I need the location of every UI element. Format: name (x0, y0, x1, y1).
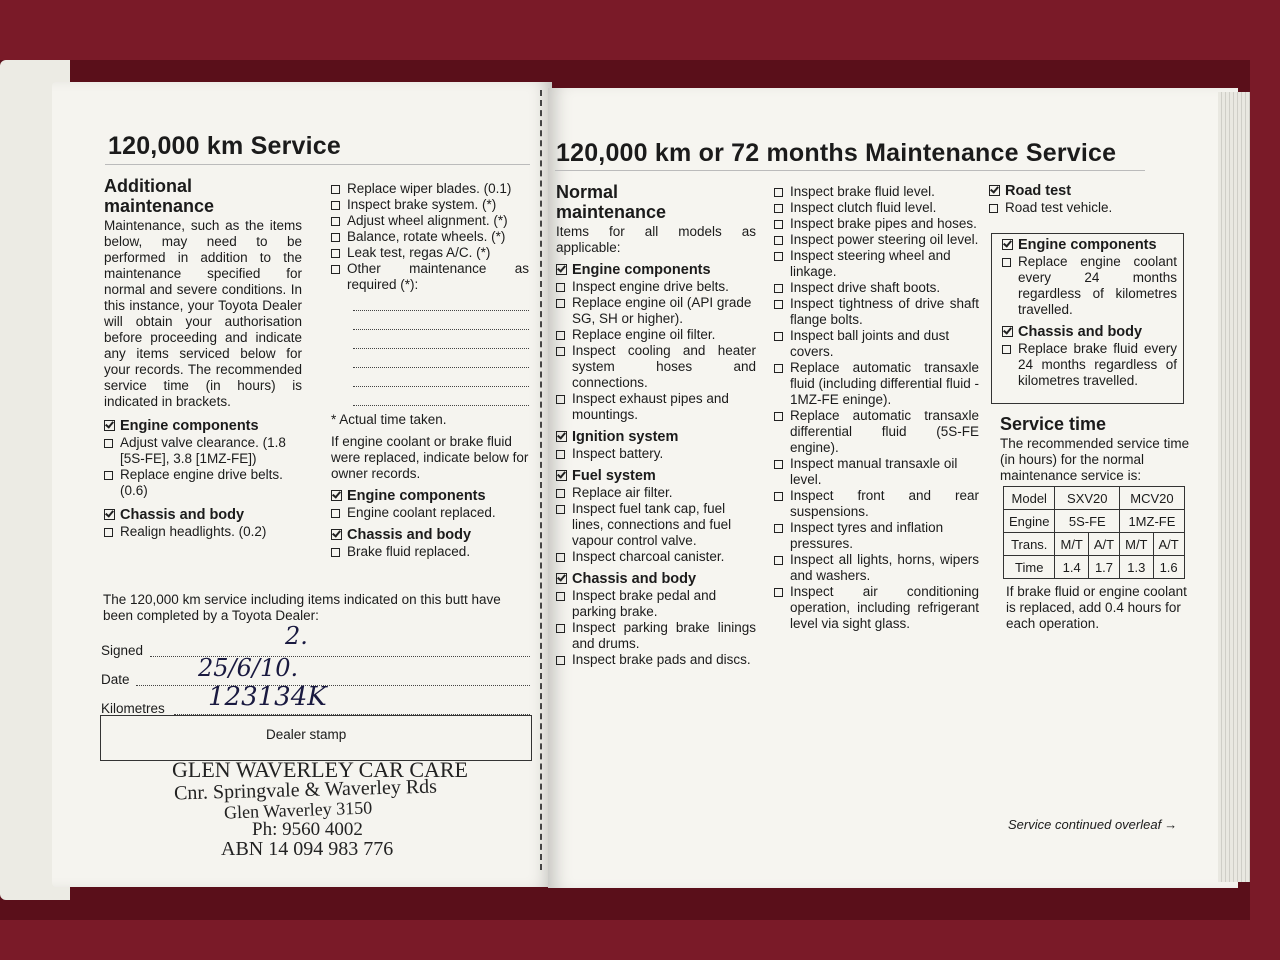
checked-box-icon (556, 573, 567, 584)
list-item: Inspect brake pedal and parking brake. (556, 588, 756, 620)
normal-text: Items for all models as applicable: (556, 224, 756, 255)
list-item: Adjust wheel alignment. (*) (331, 213, 529, 229)
checked-box-icon (556, 431, 567, 442)
blank-line (353, 334, 529, 349)
checkbox-icon (774, 252, 783, 261)
list-item: Inspect tyres and inflation pressures. (774, 520, 979, 552)
table-cell: 1MZ-FE (1120, 510, 1185, 533)
date-value: 25/6/10. (198, 654, 299, 682)
checked-box-icon (331, 490, 342, 501)
checkbox-icon (774, 460, 783, 469)
page-edges (1218, 92, 1250, 882)
list-item: Inspect brake system. (*) (331, 197, 529, 213)
table-cell: Engine (1004, 510, 1055, 533)
list-item: Adjust valve clearance. (1.8 [5S-FE], 3.8 [1MZ-FE]) (104, 435, 302, 467)
road-test-heading: Road test (989, 183, 1179, 200)
checkbox-icon (331, 201, 340, 210)
checkbox-icon (556, 450, 565, 459)
list-item: Replace automatic transaxle differential fluid (5S-FE engine). (774, 408, 979, 456)
checkbox-icon (556, 489, 565, 498)
checkbox-icon (556, 283, 565, 292)
list-item: Inspect drive shaft boots. (774, 280, 979, 296)
checkbox-icon (774, 236, 783, 245)
list-item: Road test vehicle. (989, 200, 1179, 216)
checkbox-icon (556, 347, 565, 356)
checked-box-icon (989, 185, 1000, 196)
blank-line (353, 353, 529, 368)
list-item: Other maintenance as required (*): (331, 261, 529, 293)
stamp-line: GLEN WAVERLEY CAR CARE (172, 757, 468, 782)
checked-box-icon (104, 420, 115, 431)
checked-box-icon (104, 509, 115, 520)
list-item: Replace engine coolant every 24 months regardless of kilometres travelled. (1002, 254, 1177, 318)
list-item: Balance, rotate wheels. (*) (331, 229, 529, 245)
additional-section (104, 176, 302, 540)
table-cell: 1.3 (1120, 556, 1153, 579)
checkbox-icon (989, 204, 998, 213)
stamp-line: Ph: 9560 4002 (252, 819, 363, 840)
left-title: 120,000 km Service (108, 132, 341, 160)
checkbox-icon (774, 492, 783, 501)
checkbox-icon (774, 524, 783, 533)
additional-list (331, 181, 529, 560)
list-item: Inspect brake pipes and hoses. (774, 216, 979, 232)
actual-time-note: * Actual time taken. (331, 412, 447, 427)
table-cell: Trans. (1004, 533, 1055, 556)
list-item: Inspect fuel tank cap, fuel lines, connections and fuel vapour control valve. (556, 501, 756, 549)
checkbox-icon (556, 505, 565, 514)
checkbox-icon (774, 204, 783, 213)
list-item: Replace wiper blades. (0.1) (331, 181, 529, 197)
stamp-line: Glen Waverley 3150 (223, 797, 373, 823)
road-test-section (989, 183, 1179, 216)
list-item: Replace engine oil filter. (556, 327, 756, 343)
section-heading: Engine components (556, 262, 756, 279)
list-item: Inspect exhaust pipes and mountings. (556, 391, 756, 423)
table-row (1004, 510, 1185, 533)
list-item: Inspect all lights, horns, wipers and washers. (774, 552, 979, 584)
checked-box-icon (1002, 239, 1013, 250)
list-item: Inspect front and rear suspensions. (774, 488, 979, 520)
table-cell: Model (1004, 487, 1055, 510)
checkbox-icon (774, 556, 783, 565)
table-cell: 1.7 (1088, 556, 1119, 579)
section-heading: Fuel system (556, 468, 756, 485)
list-item: Replace automatic transaxle fluid (including differential fluid - 1MZ-FE eninge). (774, 360, 979, 408)
checkbox-icon (774, 364, 783, 373)
section-heading: Chassis and body (556, 571, 756, 588)
list-item: Engine coolant replaced. (331, 505, 529, 521)
completion-text: The 120,000 km service including items indicated on this butt have been completed by a Toyota Dealer: (103, 592, 501, 623)
table-cell: A/T (1153, 533, 1184, 556)
checkbox-icon (774, 300, 783, 309)
checkbox-icon (1002, 345, 1011, 354)
checkbox-icon (104, 528, 113, 537)
list-item: Replace engine drive belts. (0.6) (104, 467, 302, 499)
checkbox-icon (774, 588, 783, 597)
checkbox-icon (774, 284, 783, 293)
km-label: Kilometres (101, 701, 165, 716)
arrow-right-icon: → (1164, 817, 1178, 832)
date-label: Date (101, 672, 130, 687)
table-cell: A/T (1088, 533, 1119, 556)
list-item: Inspect manual transaxle oil level. (774, 456, 979, 488)
signed-label: Signed (101, 643, 144, 658)
checkbox-icon (556, 624, 565, 633)
list-item: Inspect parking brake linings and drums. (556, 620, 756, 652)
footnote: If brake fluid or engine coolant is replaced, add 0.4 hours for each operation. (1006, 584, 1187, 631)
list-item: Replace engine oil (API grade SG, SH or higher). (556, 295, 756, 327)
checkbox-icon (556, 331, 565, 340)
list-item: Inspect steering wheel and linkage. (774, 248, 979, 280)
table-cell: MCV20 (1120, 487, 1185, 510)
continued-note: Service continued overleaf → (1008, 817, 1178, 832)
checkbox-icon (1002, 258, 1011, 267)
table-cell: 5S-FE (1055, 510, 1120, 533)
box-engine-heading: Engine components (1002, 237, 1177, 254)
checkbox-icon (556, 395, 565, 404)
table-cell: SXV20 (1055, 487, 1120, 510)
list-item: Inspect engine drive belts. (556, 279, 756, 295)
list-item: Inspect tightness of drive shaft flange bolts. (774, 296, 979, 328)
checkbox-icon (556, 592, 565, 601)
checkbox-icon (556, 656, 565, 665)
title-rule (105, 164, 530, 165)
service-time-section (1000, 414, 1200, 484)
checkbox-icon (774, 332, 783, 341)
title-rule (555, 170, 1145, 171)
checkbox-icon (774, 412, 783, 421)
checkbox-icon (556, 553, 565, 562)
service-time-text: The recommended service time (in hours) for the normal maintenance service is: (1000, 436, 1190, 483)
normal-column (556, 182, 756, 668)
perforation-line (540, 90, 542, 870)
list-item: Inspect brake fluid level. (774, 184, 979, 200)
engine-components-heading: Engine components (331, 488, 529, 505)
signature: 2. (285, 622, 308, 650)
table-cell: M/T (1120, 533, 1153, 556)
list-item: Replace air filter. (556, 485, 756, 501)
additional-heading: Additional maintenance (104, 176, 215, 216)
date-line (136, 685, 530, 686)
chassis-heading: Chassis and body (104, 507, 302, 524)
list-item: Inspect brake pads and discs. (556, 652, 756, 668)
normal-column-2 (774, 184, 979, 632)
checked-box-icon (331, 529, 342, 540)
table-cell: 1.6 (1153, 556, 1184, 579)
list-item: Inspect clutch fluid level. (774, 200, 979, 216)
list-item: Inspect ball joints and dust covers. (774, 328, 979, 360)
checkbox-icon (331, 185, 340, 194)
table-cell: M/T (1055, 533, 1088, 556)
table-row (1004, 556, 1185, 579)
list-item: Realign headlights. (0.2) (104, 524, 302, 540)
list-item: Inspect battery. (556, 446, 756, 462)
service-time-table (1003, 486, 1185, 579)
list-item: Inspect cooling and heater system hoses and connections. (556, 343, 756, 391)
blank-line (353, 315, 529, 330)
list-item: Replace brake fluid every 24 months regardless of kilometres travelled. (1002, 341, 1177, 389)
blank-line (353, 296, 529, 311)
checkbox-icon (774, 220, 783, 229)
right-title: 120,000 km or 72 months Maintenance Service (556, 139, 1117, 167)
checkbox-icon (104, 439, 113, 448)
table-cell: 1.4 (1055, 556, 1088, 579)
table-row (1004, 533, 1185, 556)
checkbox-icon (556, 299, 565, 308)
checkbox-icon (104, 471, 113, 480)
normal-heading: Normal maintenance (556, 182, 667, 222)
checkbox-icon (331, 265, 340, 274)
box-chassis-heading: Chassis and body (1002, 324, 1177, 341)
stamp-line: ABN 14 094 983 776 (221, 838, 394, 860)
table-cell: Time (1004, 556, 1055, 579)
service-time-heading: Service time (1000, 414, 1107, 434)
checked-box-icon (556, 264, 567, 275)
stamp-line: Cnr. Springvale & Waverley Rds (173, 775, 438, 805)
checkbox-icon (331, 509, 340, 518)
list-item: Inspect air conditioning operation, including refrigerant level via sight glass. (774, 584, 979, 632)
table-row (1004, 487, 1185, 510)
checked-box-icon (556, 470, 567, 481)
coolant-note: If engine coolant or brake fluid were replaced, indicate below for owner records. (331, 434, 529, 481)
km-value: 123134K (208, 682, 327, 712)
blank-line (353, 372, 529, 387)
section-heading: Ignition system (556, 429, 756, 446)
stamp-label: Dealer stamp (266, 727, 347, 742)
checkbox-icon (331, 249, 340, 258)
engine-components-heading: Engine components (104, 418, 302, 435)
list-item: Inspect charcoal canister. (556, 549, 756, 565)
list-item: Inspect power steering oil level. (774, 232, 979, 248)
checkbox-icon (331, 548, 340, 557)
checkbox-icon (331, 217, 340, 226)
additional-text: Maintenance, such as the items below, may need to be performed in addition to the maintenance specified for normal and severe conditions. In this instance, your Toyota Dealer will obtain your authorisation before proceeding and indicate any items serviced below for your records. The recommended service time (in hours) is indicated in brackets. (104, 218, 302, 409)
chassis-heading: Chassis and body (331, 527, 529, 544)
checkbox-icon (774, 188, 783, 197)
list-item: Leak test, regas A/C. (*) (331, 245, 529, 261)
checked-box-icon (1002, 326, 1013, 337)
list-item: Brake fluid replaced. (331, 544, 529, 560)
severe-box-content (1002, 237, 1177, 389)
blank-line (353, 391, 529, 406)
checkbox-icon (331, 233, 340, 242)
